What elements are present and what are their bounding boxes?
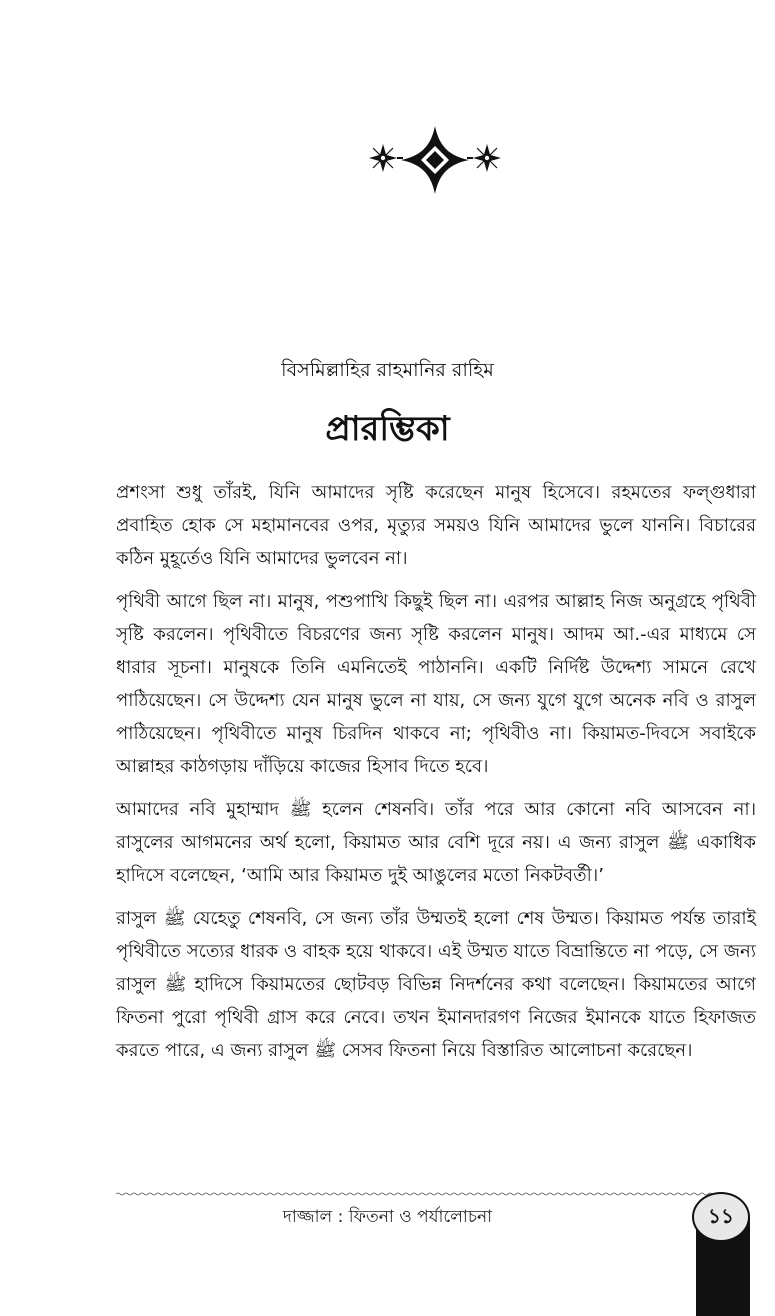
paragraph: প্রশংসা শুধু তাঁরই, যিনি আমাদের সৃষ্টি করেছেন মানুষ হিসেবে। রহমতের ফল্গুধারা প্রবাহিত হোক সে মহামানবের ওপর, মৃত্যুর সময়ও যিনি আমাদের ভুলে যাননি। বিচারের কঠিন মুহূর্তেও যিনি আমাদের ভুলবেন না। [116, 482, 756, 569]
paragraph: রাসুল ﷺ যেহেতু শেষনবি, সে জন্য তাঁর উম্মতই হলো শেষ উম্মত। কিয়ামত পর্যন্ত তারাই পৃথিবীতে সত্যের ধারক ও বাহক হয়ে থাকবে। এই উম্মত যাতে বিভ্রান্তিতে না পড়ে, সে জন্য রাসুল ﷺ হাদিসে কিয়ামতের ছোটবড় বিভিন্ন নিদর্শনের কথা বলেছেন। কিয়ামতের আগে ফিতনা পুরো পৃথিবী গ্রাস করে নেবে। তখন ইমানদারগণ নিজের ইমানকে যাতে হিফাজত করতে পারে, এ জন্য রাসুল ﷺ সেসব ফিতনা নিয়ে বিস্তারিত আলোচনা করেছেন। [116, 908, 756, 1061]
chapter-heading: প্রারম্ভিকা [325, 409, 450, 449]
body-text [116, 476, 756, 1077]
page-number: ১১ [692, 1192, 750, 1242]
paragraph: আমাদের নবি মুহাম্মাদ ﷺ হলেন শেষনবি। তাঁর পরে আর কোনো নবি আসবেন না। রাসুলের আগমনের অর্থ হলো, কিয়ামত আর বেশি দূরে নয়। এ জন্য রাসুল ﷺ একাধিক হাদিসে বলেছেন, ‘আমি আর কিয়ামত দুই আঙুলের মতো নিকটবর্তী।’ [116, 799, 757, 886]
bismillah-line: বিসমিল্লাহির রাহমানির রাহিম [281, 359, 494, 381]
footer-book-title: দাজ্জাল : ফিতনা ও পর্যালোচনা [282, 1207, 493, 1227]
footer-divider [116, 1192, 716, 1196]
page-number-tab [692, 1192, 754, 1316]
paragraph: পৃথিবী আগে ছিল না। মানুষ, পশুপাখি কিছুই ছিল না। এরপর আল্লাহ নিজ অনুগ্রহে পৃথিবী সৃষ্টি করলেন। পৃথিবীতে বিচরণের জন্য সৃষ্টি করলেন মানুষ। আদম আ.-এর মাধ্যমে সে ধারার সূচনা। মানুষকে তিনি এমনিতেই পাঠাননি। একটি নির্দিষ্ট উদ্দেশ্য সামনে রেখে পাঠিয়েছেন। সে উদ্দেশ্য যেন মানুষ ভুলে না যায়, সে জন্য যুগে যুগে অনেক নবি ও রাসুল পাঠিয়েছেন। পৃথিবীতে মানুষ চিরদিন থাকবে না; পৃথিবীও না। কিয়ামত-দিবসে সবাইকে আল্লাহর কাঠগড়ায় দাঁড়িয়ে কাজের হিসাব দিতে হবে। [116, 591, 756, 777]
diamond-star-ornament-icon [365, 122, 505, 198]
